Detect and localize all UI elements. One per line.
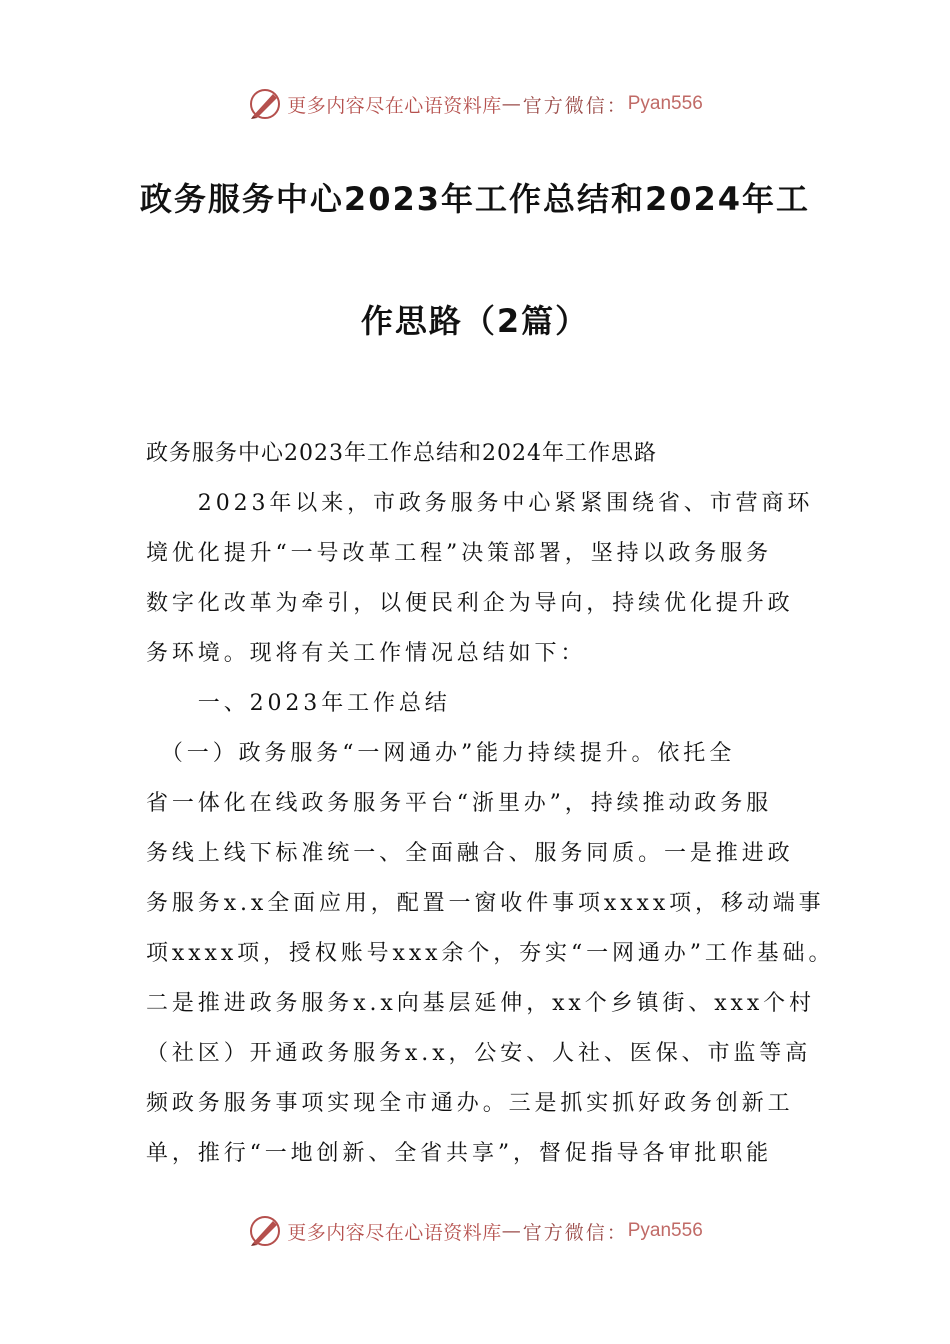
watermark-id: Pyan556 [627,1220,703,1241]
body-line-10: 项xxxx项，授权账号xxx余个，夯实“一网通办”工作基础。 [146,941,835,966]
body-line-4: 务环境。现将有关工作情况总结如下： [146,641,587,666]
document-subtitle: 政务服务中心2023年工作总结和2024年工作思路 [146,441,657,466]
body-line-1: 2023年以来，市政务服务中心紧紧围绕省、市营商环 [146,491,814,516]
body-line-14: 单，推行“一地创新、全省共享”，督促指导各审批职能 [146,1141,772,1166]
watermark-main-text: 更多内容尽在心语资料库 [287,1221,502,1244]
watermark-official-label: 官方微信： [522,94,628,117]
pen-logo-icon [247,86,283,122]
body-line-8: 务线上线下标准统一、全面融合、服务同质。一是推进政 [146,841,794,866]
body-line-3: 数字化改革为牵引，以便民利企为导向，持续优化提升政 [146,591,794,616]
document-title-line-1: 政务服务中心2023年工作总结和2024年工 [139,180,811,218]
body-line-6: （一）政务服务“一网通办”能力持续提升。依托全 [146,741,736,766]
body-line-11: 二是推进政务服务x.x向基层延伸，xx个乡镇街、xxx个村 [146,991,815,1016]
body-line-2: 境优化提升“一号改革工程”决策部署，坚持以政务服务 [146,541,772,566]
watermark-dash: — [501,1220,523,1242]
body-line-7: 省一体化在线政务服务平台“浙里办”，持续推动政务服 [146,791,772,816]
watermark-dash: — [501,93,523,115]
watermark-id: Pyan556 [627,93,703,114]
watermark-main-text: 更多内容尽在心语资料库 [287,94,502,117]
body-line-9: 务服务x.x全面应用，配置一窗收件事项xxxx项，移动端事 [146,891,825,916]
body-line-12: （社区）开通政务服务x.x，公安、人社、医保、市监等高 [146,1041,812,1066]
watermark-header [0,84,950,124]
body-line-13: 频政务服务事项实现全市通办。三是抓实抓好政务创新工 [146,1091,794,1116]
watermark-footer [0,1211,950,1251]
document-title-line-2: 作思路（2篇） [360,302,590,340]
watermark-official-label: 官方微信： [522,1221,628,1244]
pen-logo-icon [247,1213,283,1249]
section-heading-1: 一、2023年工作总结 [146,691,451,716]
